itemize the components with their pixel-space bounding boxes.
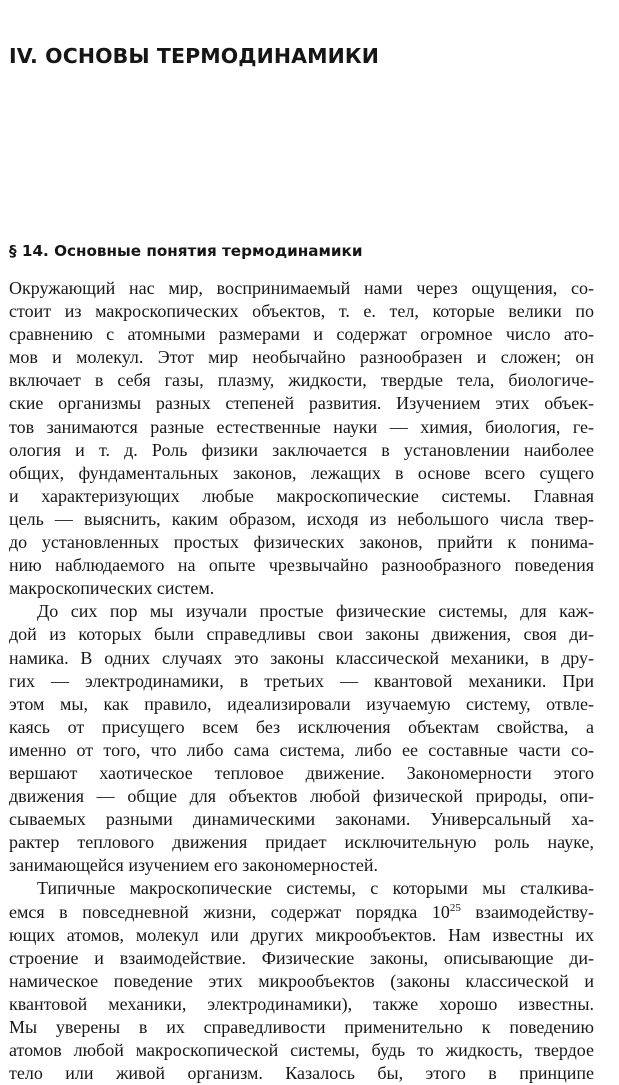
text-line: дой из которых были справедливы свои законы движения, своя ди- [9, 624, 594, 645]
text-line: каясь от присущего всем без исключения объектам свойства, а [9, 716, 594, 737]
section-title: § 14. Основные понятия термодинамики [9, 242, 363, 260]
text-line: атомов любой макроскопической системы, будь то жидкость, твердое [9, 1040, 594, 1061]
text-line: намическое поведение этих микрообъектов (законы классической и [9, 970, 594, 991]
text-line: тов занимаются разные естественные науки — химия, биология, ге- [9, 416, 594, 437]
text-segment: взаимодейству- [460, 901, 594, 922]
text-line: намика. В одних случаях это законы классической механики, в дру- [9, 647, 594, 668]
paragraph-3 [9, 877, 594, 1085]
text-line: до установленных простых физических законов, прийти к понима- [9, 532, 594, 553]
text-line: включает в себя газы, плазму, жидкости, твердые тела, биологиче- [9, 370, 594, 391]
chapter-title: IV. ОСНОВЫ ТЕРМОДИНАМИКИ [9, 44, 379, 68]
text-line: Мы уверены в их справедливости применительно к поведению [9, 1017, 594, 1037]
body-text [9, 277, 594, 1085]
text-line: движения — общие для объектов любой физической природы, опи- [9, 786, 594, 807]
text-line: нию наблюдаемого на опыте чрезвычайно разнообразного поведения [9, 555, 594, 576]
text-line: ские организмы разных степеней развития. Изучением этих объек- [9, 393, 594, 414]
text-line: Окружающий нас мир, воспринимаемый нами через ощущения, со- [9, 278, 594, 298]
text-line: сываемых разными динамическими законами. Универсальный ха- [9, 809, 594, 830]
text-segment: емся в повседневной жизни, содержат порядка 10 [9, 901, 450, 922]
text-line: До сих пор мы изучали простые физические системы, для каж- [37, 601, 594, 622]
text-line: занимающейся изучением его закономерностей. [9, 855, 378, 876]
text-line: квантовой механики, электродинамики), также хорошо известны. [9, 993, 594, 1014]
paragraph-1 [9, 277, 594, 600]
text-line: общих, фундаментальных законов, лежащих в основе всего сущего [9, 462, 594, 483]
text-line: мов и молекул. Этот мир необычайно разнообразен и сложен; он [9, 347, 594, 368]
text-line: гих — электродинамики, в третьих — квантовой механики. При [9, 670, 594, 691]
text-line: Типичные макроскопические системы, с которыми мы сталкива- [37, 878, 594, 899]
text-line-with-exponent [9, 901, 594, 924]
text-line: этом мы, как правило, идеализировали изучаемую систему, отвле- [9, 693, 594, 714]
text-line: вершают хаотическое тепловое движение. Закономерности этого [9, 762, 594, 783]
text-line: цель — выяснить, каким образом, исходя из небольшого числа твер- [9, 508, 594, 529]
text-line: стоит из макроскопических объектов, т. е. тел, которые велики по [9, 301, 594, 322]
text-line: строение и взаимодействие. Физические законы, описывающие ди- [9, 947, 594, 968]
text-line: тело или живой организм. Казалось бы, этого в принципе [9, 1063, 594, 1084]
text-line: ющих атомов, молекул или других микрообъектов. Нам известны их [9, 924, 594, 945]
text-line: рактер теплового движения придает исключительную роль науке, [9, 832, 594, 853]
exponent: 25 [449, 901, 461, 914]
text-line: сравнению с атомными размерами и содержат огромное число ато- [9, 324, 594, 345]
text-line: ология и т. д. Роль физики заключается в установлении наиболее [9, 439, 594, 460]
text-line: макроскопических систем. [9, 578, 215, 599]
text-line: и характеризующих любые макроскопические системы. Главная [9, 485, 594, 506]
paragraph-2 [9, 600, 594, 877]
text-line: именно от того, что либо сама система, либо ее составные части со- [9, 739, 594, 760]
